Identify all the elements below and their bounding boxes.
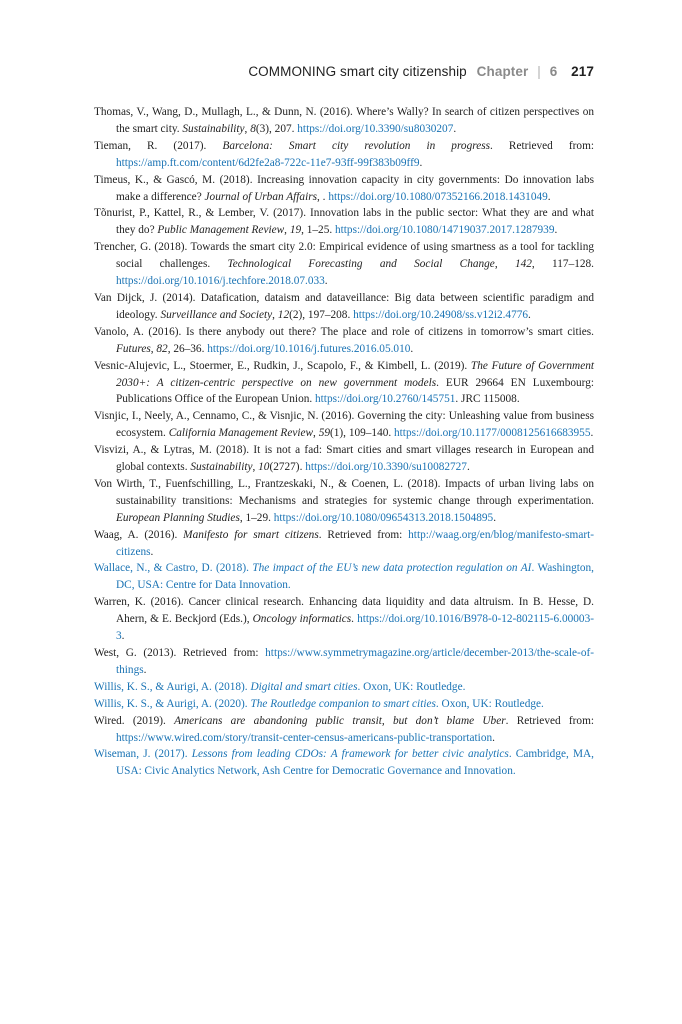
header-separator: |: [537, 64, 541, 79]
reference-text: (2), 197–208.: [289, 308, 354, 321]
page-number: 217: [571, 64, 594, 79]
reference-text: .: [143, 663, 147, 676]
reference-title: The Routledge companion to smart cities: [250, 697, 436, 710]
reference-link[interactable]: https://doi.org/10.2760/145751: [315, 393, 456, 406]
reference-title: California Management Review: [168, 427, 314, 440]
reference-text: , 1–25.: [301, 224, 335, 237]
reference-text: Willis, K. S., & Aurigi, A. (2018).: [94, 680, 251, 693]
reference-text: , .: [317, 190, 329, 203]
reference-entry: [94, 696, 594, 713]
header-title: COMMONING smart city citizenship: [248, 64, 467, 79]
reference-link[interactable]: https://doi.org/10.3390/su10082727: [305, 461, 467, 474]
reference-volume: 10: [258, 461, 270, 474]
reference-text: , 26–36.: [167, 342, 208, 355]
running-header: [248, 64, 594, 79]
reference-title: Barcelona: Smart city revolution in progress: [222, 139, 491, 152]
reference-entry: [94, 527, 594, 561]
reference-text: (2727).: [269, 461, 306, 474]
reference-text: . Retrieved from:: [318, 528, 409, 541]
reference-text: . Oxon, UK: Routledge.: [357, 680, 466, 693]
reference-text: ,: [494, 258, 515, 271]
reference-entry: [94, 104, 594, 138]
reference-title: The impact of the EU’s new data protection regulation on AI: [252, 562, 532, 575]
reference-title: Oncology informatics: [252, 613, 352, 626]
reference-text: .: [324, 275, 328, 288]
reference-title: Public Management Review: [157, 224, 285, 237]
reference-title: Sustainability: [190, 461, 253, 474]
reference-list: [94, 104, 594, 780]
reference-text: Waag, A. (2016).: [94, 528, 184, 541]
reference-entry: [94, 290, 594, 324]
reference-text: .: [554, 224, 558, 237]
reference-entry: [94, 138, 594, 172]
reference-text: .: [410, 342, 414, 355]
reference-text: Visvizi, A., & Lytras, M. (2018). It is not a fad: Smart cities and smart villages research in European and global contexts.: [94, 444, 594, 474]
reference-text: Timeus, K., & Gascó, M. (2018). Increasing innovation capacity in city governments: Do innovation labs make a difference?: [94, 173, 594, 203]
reference-text: . Oxon, UK: Routledge.: [435, 697, 544, 710]
reference-entry: [94, 324, 594, 358]
reference-link[interactable]: https://doi.org/10.24908/ss.v12i2.4776: [353, 308, 529, 321]
reference-text: .: [466, 461, 470, 474]
reference-entry: [94, 442, 594, 476]
reference-title: The Future of Government 2030+: A citizen-centric perspective on new government models: [116, 359, 594, 389]
reference-title: Lessons from leading CDOs: A framework for better civic analytics: [191, 748, 509, 761]
reference-text: . Retrieved from:: [505, 714, 595, 727]
reference-entry: [94, 560, 594, 594]
reference-text: ,: [252, 461, 259, 474]
reference-link[interactable]: https://www.symmetrymagazine.org/article/december-2013/the-scale-of-things: [116, 647, 594, 676]
reference-title: Futures: [116, 342, 151, 355]
reference-entry: [94, 594, 594, 645]
reference-text: ,: [150, 342, 157, 355]
reference-text: (1), 109–140.: [330, 427, 395, 440]
reference-text: Trencher, G. (2018). Towards the smart city 2.0: Empirical evidence of using smartness as a tool for tackling social challenges.: [94, 241, 594, 271]
reference-text: . Washington, DC, USA: Centre for Data Innovation.: [116, 562, 595, 592]
reference-text: .: [492, 731, 495, 744]
reference-link[interactable]: https://doi.org/10.1016/j.futures.2016.05.010: [207, 342, 411, 355]
reference-title: Manifesto for smart citizens: [183, 528, 319, 541]
reference-link[interactable]: https://doi.org/10.1016/B978-0-12-802115-6.00003-3: [116, 613, 594, 643]
reference-text: ,: [244, 122, 251, 135]
reference-text: . JRC 115008.: [455, 393, 520, 406]
reference-entry: [94, 239, 594, 290]
reference-text: West, G. (2013). Retrieved from:: [94, 647, 266, 659]
reference-link[interactable]: https://doi.org/10.1016/j.techfore.2018.07.033: [116, 275, 325, 288]
reference-title: Americans are abandoning public transit, but don’t blame Uber: [174, 714, 506, 727]
reference-link[interactable]: https://amp.ft.com/content/6d2fe2a8-722c-11e7-93ff-99f383b09ff9: [116, 156, 420, 169]
reference-text: .: [493, 511, 497, 524]
chapter-label: Chapter: [476, 64, 529, 79]
reference-text: . Retrieved from:: [490, 139, 594, 152]
reference-volume: 59: [318, 427, 330, 440]
reference-volume: 19: [289, 224, 302, 237]
reference-text: . Cambridge, MA, USA: Civic Analytics Network, Ash Centre for Democratic Governance and Innovation.: [116, 748, 595, 778]
reference-text: .: [150, 545, 154, 558]
reference-text: .: [351, 613, 358, 626]
reference-text: ,: [284, 224, 290, 237]
reference-entry: [94, 746, 594, 780]
reference-text: Wired. (2019).: [94, 714, 175, 727]
reference-link[interactable]: https://doi.org/10.3390/su8030207: [297, 122, 454, 135]
reference-text: Warren, K. (2016). Cancer clinical research. Enhancing data liquidity and data altruism. In B. Hesse, D. Ahern, & E. Beckjord (Eds.),: [94, 596, 594, 626]
reference-text: Vanolo, A. (2016). Is there anybody out there? The place and role of citizens in tomorrow’s smart cities.: [94, 325, 594, 338]
reference-text: .: [547, 190, 551, 203]
reference-text: Tõnurist, P., Kattel, R., & Lember, V. (2017). Innovation labs in the public sector: What they are and what they do?: [94, 207, 594, 237]
reference-entry: [94, 476, 594, 527]
reference-volume: 142: [514, 258, 532, 271]
reference-title: Technological Forecasting and Social Change: [227, 258, 495, 271]
reference-entry: [94, 172, 594, 206]
reference-text: , 1–29.: [239, 511, 274, 524]
reference-title: Digital and smart cities: [250, 680, 358, 693]
reference-text: Von Wirth, T., Fuenfschilling, L., Frantzeskaki, N., & Coenen, L. (2018). Impacts of urban living labs on sustainability transitions: Mechanisms and strategies for systemic change through experimentation.: [94, 477, 594, 507]
reference-text: .: [453, 122, 457, 135]
reference-entry: [94, 679, 594, 696]
reference-text: Wallace, N., & Castro, D. (2018).: [94, 562, 253, 575]
reference-text: Visnjic, I., Neely, A., Cennamo, C., & Visnjic, N. (2016). Governing the city: Unleashing value from business ecosystem.: [94, 410, 594, 440]
reference-volume: 12: [277, 308, 290, 321]
reference-entry: [94, 205, 594, 239]
reference-text: , 117–128.: [531, 258, 595, 271]
reference-text: ,: [272, 308, 278, 321]
reference-text: .: [590, 427, 594, 440]
reference-entry: [94, 408, 594, 442]
reference-volume: 82: [156, 342, 168, 355]
reference-volume: 8: [250, 122, 256, 135]
reference-entry: [94, 645, 594, 679]
reference-entry: [94, 713, 594, 747]
chapter-number: 6: [549, 64, 558, 79]
reference-text: Van Dijck, J. (2014). Datafication, dataism and dataveillance: Big data between scientific paradigm and ideology.: [94, 291, 594, 321]
reference-text: Vesnic-Alujevic, L., Stoermer, E., Rudkin, J., Scapolo, F., & Kimbell, L. (2019).: [94, 359, 471, 372]
reference-text: .: [121, 630, 125, 643]
reference-link[interactable]: https://doi.org/10.1080/07352166.2018.1431049: [328, 190, 548, 203]
reference-text: .: [528, 308, 531, 321]
reference-link[interactable]: https://www.wired.com/story/transit-center-census-americans-public-transportation: [116, 731, 493, 744]
reference-link[interactable]: https://doi.org/10.1080/14719037.2017.1287939: [335, 224, 555, 237]
reference-text: .: [419, 156, 423, 169]
reference-text: ,: [313, 427, 319, 440]
reference-text: (3), 207.: [255, 122, 298, 135]
reference-text: Willis, K. S., & Aurigi, A. (2020).: [94, 697, 251, 710]
reference-entry: [94, 358, 594, 409]
reference-link[interactable]: http://waag.org/en/blog/manifesto-smart-citizens: [116, 528, 594, 558]
reference-link[interactable]: https://doi.org/10.1080/09654313.2018.1504895: [273, 511, 494, 524]
reference-text: Tieman, R. (2017).: [94, 139, 223, 152]
reference-link[interactable]: https://doi.org/10.1177/0008125616683955: [394, 427, 591, 440]
reference-text: . EUR 29664 EN Luxembourg: Publications Office of the European Union.: [116, 376, 594, 406]
reference-title: Sustainability: [182, 122, 245, 135]
reference-text: Wiseman, J. (2017).: [94, 748, 192, 761]
reference-text: Thomas, V., Wang, D., Mullagh, L., & Dunn, N. (2016). Where’s Wally? In search of citizen perspectives on the smart city.: [94, 106, 594, 135]
reference-title: Surveillance and Society: [160, 308, 273, 321]
reference-title: Journal of Urban Affairs: [204, 190, 318, 203]
reference-title: European Planning Studies: [116, 511, 240, 524]
